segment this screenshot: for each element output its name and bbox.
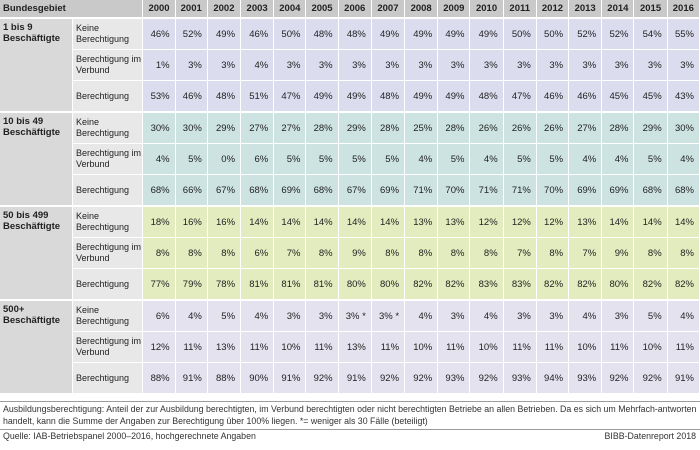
company-size-label: 500+ Beschäftigte bbox=[0, 300, 72, 393]
value-cell: 14% bbox=[667, 206, 699, 238]
value-cell: 81% bbox=[306, 269, 338, 301]
value-cell: 49% bbox=[405, 18, 438, 50]
value-cell: 82% bbox=[536, 269, 568, 301]
value-cell: 12% bbox=[470, 206, 503, 238]
table-row bbox=[0, 363, 700, 394]
value-cell: 48% bbox=[338, 18, 371, 50]
category-label: Keine Berechtigung bbox=[72, 300, 142, 332]
value-cell: 43% bbox=[667, 81, 699, 113]
value-cell: 92% bbox=[405, 363, 438, 394]
value-cell: 4% bbox=[175, 300, 207, 332]
category-label: Keine Berechtigung bbox=[72, 18, 142, 50]
value-cell: 30% bbox=[667, 112, 699, 144]
value-cell: 48% bbox=[470, 81, 503, 113]
value-cell: 3% bbox=[569, 50, 602, 81]
year-header: 2011 bbox=[503, 0, 536, 18]
year-header: 2004 bbox=[274, 0, 306, 18]
table-row bbox=[0, 18, 700, 50]
value-cell: 11% bbox=[536, 332, 568, 363]
year-header: 2008 bbox=[405, 0, 438, 18]
value-cell: 50% bbox=[274, 18, 306, 50]
value-cell: 81% bbox=[241, 269, 274, 301]
value-cell: 4% bbox=[667, 144, 699, 175]
value-cell: 80% bbox=[338, 269, 371, 301]
value-cell: 11% bbox=[241, 332, 274, 363]
category-label: Berechtigung im Verbund bbox=[72, 144, 142, 175]
value-cell: 3% bbox=[536, 50, 568, 81]
year-header: 2002 bbox=[207, 0, 240, 18]
value-cell: 3% bbox=[503, 50, 536, 81]
value-cell: 67% bbox=[338, 175, 371, 207]
value-cell: 8% bbox=[667, 238, 699, 269]
category-label: Berechtigung im Verbund bbox=[72, 50, 142, 81]
value-cell: 46% bbox=[241, 18, 274, 50]
value-cell: 91% bbox=[274, 363, 306, 394]
value-cell: 5% bbox=[371, 144, 404, 175]
value-cell: 8% bbox=[470, 238, 503, 269]
year-header: 2012 bbox=[536, 0, 568, 18]
value-cell: 92% bbox=[306, 363, 338, 394]
value-cell: 10% bbox=[634, 332, 667, 363]
value-cell: 49% bbox=[371, 18, 404, 50]
table-row bbox=[0, 332, 700, 363]
value-cell: 8% bbox=[536, 238, 568, 269]
divider bbox=[0, 401, 700, 402]
value-cell: 5% bbox=[207, 300, 240, 332]
value-cell: 69% bbox=[371, 175, 404, 207]
value-cell: 12% bbox=[143, 332, 175, 363]
table-row bbox=[0, 300, 700, 332]
value-cell: 82% bbox=[569, 269, 602, 301]
value-cell: 14% bbox=[241, 206, 274, 238]
value-cell: 4% bbox=[405, 300, 438, 332]
value-cell: 80% bbox=[602, 269, 634, 301]
value-cell: 49% bbox=[338, 81, 371, 113]
value-cell: 3% bbox=[405, 50, 438, 81]
value-cell: 70% bbox=[536, 175, 568, 207]
value-cell: 14% bbox=[274, 206, 306, 238]
value-cell: 88% bbox=[143, 363, 175, 394]
category-label: Berechtigung bbox=[72, 363, 142, 394]
value-cell: 80% bbox=[371, 269, 404, 301]
value-cell: 71% bbox=[503, 175, 536, 207]
value-cell: 83% bbox=[470, 269, 503, 301]
value-cell: 3% bbox=[274, 50, 306, 81]
value-cell: 4% bbox=[569, 300, 602, 332]
value-cell: 4% bbox=[241, 300, 274, 332]
value-cell: 4% bbox=[470, 144, 503, 175]
value-cell: 4% bbox=[143, 144, 175, 175]
value-cell: 91% bbox=[338, 363, 371, 394]
value-cell: 5% bbox=[306, 144, 338, 175]
value-cell: 4% bbox=[470, 300, 503, 332]
value-cell: 3% bbox=[602, 50, 634, 81]
value-cell: 16% bbox=[175, 206, 207, 238]
value-cell: 55% bbox=[667, 18, 699, 50]
value-cell: 4% bbox=[602, 144, 634, 175]
divider bbox=[0, 429, 700, 430]
value-cell: 27% bbox=[569, 112, 602, 144]
year-header: 2013 bbox=[569, 0, 602, 18]
value-cell: 11% bbox=[371, 332, 404, 363]
value-cell: 91% bbox=[175, 363, 207, 394]
source-note: Quelle: IAB-Betriebspanel 2000–2016, hochgerechnete Angaben bbox=[3, 431, 256, 441]
category-label: Berechtigung bbox=[72, 81, 142, 113]
value-cell: 88% bbox=[207, 363, 240, 394]
value-cell: 45% bbox=[634, 81, 667, 113]
value-cell: 49% bbox=[438, 81, 470, 113]
value-cell: 52% bbox=[602, 18, 634, 50]
year-header: 2015 bbox=[634, 0, 667, 18]
value-cell: 4% bbox=[241, 50, 274, 81]
table-row bbox=[0, 144, 700, 175]
value-cell: 92% bbox=[634, 363, 667, 394]
value-cell: 68% bbox=[143, 175, 175, 207]
category-label: Keine Berechtigung bbox=[72, 112, 142, 144]
value-cell: 16% bbox=[207, 206, 240, 238]
value-cell: 25% bbox=[405, 112, 438, 144]
value-cell: 91% bbox=[667, 363, 699, 394]
year-header: 2000 bbox=[143, 0, 175, 18]
value-cell: 49% bbox=[207, 18, 240, 50]
value-cell: 47% bbox=[274, 81, 306, 113]
value-cell: 12% bbox=[536, 206, 568, 238]
value-cell: 28% bbox=[602, 112, 634, 144]
value-cell: 82% bbox=[634, 269, 667, 301]
publication-credit: BIBB-Datenreport 2018 bbox=[604, 431, 696, 441]
value-cell: 5% bbox=[274, 144, 306, 175]
value-cell: 3% * bbox=[338, 300, 371, 332]
year-header: 2010 bbox=[470, 0, 503, 18]
value-cell: 1% bbox=[143, 50, 175, 81]
value-cell: 3% bbox=[371, 50, 404, 81]
year-header: 2014 bbox=[602, 0, 634, 18]
value-cell: 82% bbox=[667, 269, 699, 301]
value-cell: 3% bbox=[207, 50, 240, 81]
value-cell: 49% bbox=[306, 81, 338, 113]
value-cell: 5% bbox=[634, 144, 667, 175]
value-cell: 26% bbox=[470, 112, 503, 144]
value-cell: 13% bbox=[569, 206, 602, 238]
value-cell: 71% bbox=[405, 175, 438, 207]
value-cell: 46% bbox=[569, 81, 602, 113]
value-cell: 52% bbox=[569, 18, 602, 50]
value-cell: 11% bbox=[175, 332, 207, 363]
value-cell: 11% bbox=[438, 332, 470, 363]
value-cell: 7% bbox=[274, 238, 306, 269]
value-cell: 48% bbox=[371, 81, 404, 113]
category-label: Berechtigung bbox=[72, 269, 142, 301]
value-cell: 68% bbox=[306, 175, 338, 207]
value-cell: 30% bbox=[175, 112, 207, 144]
company-size-label: 50 bis 499 Beschäftigte bbox=[0, 206, 72, 300]
year-header: 2001 bbox=[175, 0, 207, 18]
region-header: Bundesgebiet bbox=[0, 0, 143, 18]
value-cell: 3% bbox=[306, 50, 338, 81]
table-row bbox=[0, 238, 700, 269]
value-cell: 83% bbox=[503, 269, 536, 301]
value-cell: 13% bbox=[405, 206, 438, 238]
value-cell: 50% bbox=[503, 18, 536, 50]
value-cell: 8% bbox=[634, 238, 667, 269]
value-cell: 3% bbox=[274, 300, 306, 332]
value-cell: 48% bbox=[207, 81, 240, 113]
value-cell: 10% bbox=[274, 332, 306, 363]
value-cell: 14% bbox=[634, 206, 667, 238]
year-header: 2006 bbox=[338, 0, 371, 18]
value-cell: 69% bbox=[274, 175, 306, 207]
company-size-label: 1 bis 9 Beschäftigte bbox=[0, 18, 72, 112]
value-cell: 8% bbox=[371, 238, 404, 269]
table-row bbox=[0, 112, 700, 144]
value-cell: 28% bbox=[371, 112, 404, 144]
year-header: 2007 bbox=[371, 0, 404, 18]
header-row bbox=[0, 0, 700, 18]
value-cell: 3% bbox=[503, 300, 536, 332]
year-header: 2005 bbox=[306, 0, 338, 18]
value-cell: 10% bbox=[569, 332, 602, 363]
value-cell: 3% bbox=[438, 50, 470, 81]
value-cell: 46% bbox=[536, 81, 568, 113]
value-cell: 78% bbox=[207, 269, 240, 301]
value-cell: 27% bbox=[274, 112, 306, 144]
category-label: Berechtigung im Verbund bbox=[72, 332, 142, 363]
value-cell: 3% bbox=[634, 50, 667, 81]
value-cell: 5% bbox=[438, 144, 470, 175]
value-cell: 8% bbox=[175, 238, 207, 269]
value-cell: 27% bbox=[241, 112, 274, 144]
value-cell: 68% bbox=[667, 175, 699, 207]
value-cell: 3% bbox=[438, 300, 470, 332]
category-label: Berechtigung im Verbund bbox=[72, 238, 142, 269]
value-cell: 46% bbox=[175, 81, 207, 113]
value-cell: 14% bbox=[338, 206, 371, 238]
value-cell: 54% bbox=[634, 18, 667, 50]
value-cell: 13% bbox=[338, 332, 371, 363]
value-cell: 48% bbox=[306, 18, 338, 50]
value-cell: 70% bbox=[438, 175, 470, 207]
value-cell: 3% * bbox=[371, 300, 404, 332]
value-cell: 66% bbox=[175, 175, 207, 207]
value-cell: 29% bbox=[634, 112, 667, 144]
value-cell: 3% bbox=[175, 50, 207, 81]
value-cell: 14% bbox=[371, 206, 404, 238]
value-cell: 10% bbox=[470, 332, 503, 363]
value-cell: 93% bbox=[569, 363, 602, 394]
year-header: 2003 bbox=[241, 0, 274, 18]
value-cell: 47% bbox=[503, 81, 536, 113]
value-cell: 52% bbox=[175, 18, 207, 50]
value-cell: 3% bbox=[306, 300, 338, 332]
table-row bbox=[0, 175, 700, 207]
value-cell: 6% bbox=[241, 144, 274, 175]
year-header: 2016 bbox=[667, 0, 699, 18]
value-cell: 69% bbox=[569, 175, 602, 207]
value-cell: 4% bbox=[569, 144, 602, 175]
value-cell: 0% bbox=[207, 144, 240, 175]
value-cell: 82% bbox=[405, 269, 438, 301]
value-cell: 5% bbox=[175, 144, 207, 175]
value-cell: 49% bbox=[470, 18, 503, 50]
value-cell: 49% bbox=[405, 81, 438, 113]
value-cell: 68% bbox=[241, 175, 274, 207]
value-cell: 26% bbox=[503, 112, 536, 144]
value-cell: 81% bbox=[274, 269, 306, 301]
value-cell: 6% bbox=[241, 238, 274, 269]
value-cell: 92% bbox=[602, 363, 634, 394]
footnote: Ausbildungsberechtigung: Anteil der zur Ausbildung berechtigten, im Verbund berechtigten oder nicht berechtigten Betriebe an allen Betrieben. Da es sich um Mehrfach-antworten handelt, kann die Summe der Angaben zur Berechtigung über 100% liegen. *= weniger als 30 Fälle (beteiligt) bbox=[3, 404, 697, 426]
value-cell: 8% bbox=[207, 238, 240, 269]
value-cell: 7% bbox=[503, 238, 536, 269]
value-cell: 50% bbox=[536, 18, 568, 50]
value-cell: 90% bbox=[241, 363, 274, 394]
value-cell: 9% bbox=[602, 238, 634, 269]
value-cell: 8% bbox=[438, 238, 470, 269]
value-cell: 13% bbox=[438, 206, 470, 238]
value-cell: 4% bbox=[667, 300, 699, 332]
value-cell: 29% bbox=[207, 112, 240, 144]
value-cell: 71% bbox=[470, 175, 503, 207]
value-cell: 69% bbox=[602, 175, 634, 207]
category-label: Berechtigung bbox=[72, 175, 142, 207]
value-cell: 29% bbox=[338, 112, 371, 144]
value-cell: 28% bbox=[306, 112, 338, 144]
value-cell: 9% bbox=[338, 238, 371, 269]
value-cell: 46% bbox=[143, 18, 175, 50]
value-cell: 5% bbox=[338, 144, 371, 175]
value-cell: 11% bbox=[306, 332, 338, 363]
value-cell: 3% bbox=[536, 300, 568, 332]
value-cell: 68% bbox=[634, 175, 667, 207]
value-cell: 30% bbox=[143, 112, 175, 144]
value-cell: 5% bbox=[536, 144, 568, 175]
company-size-label: 10 bis 49 Beschäftigte bbox=[0, 112, 72, 206]
table-row bbox=[0, 269, 700, 301]
value-cell: 13% bbox=[207, 332, 240, 363]
value-cell: 11% bbox=[667, 332, 699, 363]
value-cell: 18% bbox=[143, 206, 175, 238]
value-cell: 10% bbox=[405, 332, 438, 363]
value-cell: 82% bbox=[438, 269, 470, 301]
value-cell: 28% bbox=[438, 112, 470, 144]
value-cell: 8% bbox=[143, 238, 175, 269]
value-cell: 49% bbox=[438, 18, 470, 50]
table-row bbox=[0, 50, 700, 81]
value-cell: 7% bbox=[569, 238, 602, 269]
value-cell: 3% bbox=[470, 50, 503, 81]
value-cell: 8% bbox=[306, 238, 338, 269]
year-header: 2009 bbox=[438, 0, 470, 18]
value-cell: 5% bbox=[634, 300, 667, 332]
value-cell: 94% bbox=[536, 363, 568, 394]
value-cell: 14% bbox=[602, 206, 634, 238]
value-cell: 53% bbox=[143, 81, 175, 113]
value-cell: 77% bbox=[143, 269, 175, 301]
value-cell: 11% bbox=[503, 332, 536, 363]
value-cell: 8% bbox=[405, 238, 438, 269]
value-cell: 92% bbox=[371, 363, 404, 394]
value-cell: 3% bbox=[667, 50, 699, 81]
category-label: Keine Berechtigung bbox=[72, 206, 142, 238]
value-cell: 51% bbox=[241, 81, 274, 113]
value-cell: 3% bbox=[602, 300, 634, 332]
table-row bbox=[0, 206, 700, 238]
value-cell: 11% bbox=[602, 332, 634, 363]
value-cell: 93% bbox=[503, 363, 536, 394]
value-cell: 4% bbox=[405, 144, 438, 175]
value-cell: 93% bbox=[438, 363, 470, 394]
table-row bbox=[0, 81, 700, 113]
value-cell: 14% bbox=[306, 206, 338, 238]
value-cell: 5% bbox=[503, 144, 536, 175]
value-cell: 79% bbox=[175, 269, 207, 301]
value-cell: 92% bbox=[470, 363, 503, 394]
value-cell: 67% bbox=[207, 175, 240, 207]
value-cell: 26% bbox=[536, 112, 568, 144]
value-cell: 6% bbox=[143, 300, 175, 332]
value-cell: 3% bbox=[338, 50, 371, 81]
value-cell: 45% bbox=[602, 81, 634, 113]
value-cell: 12% bbox=[503, 206, 536, 238]
